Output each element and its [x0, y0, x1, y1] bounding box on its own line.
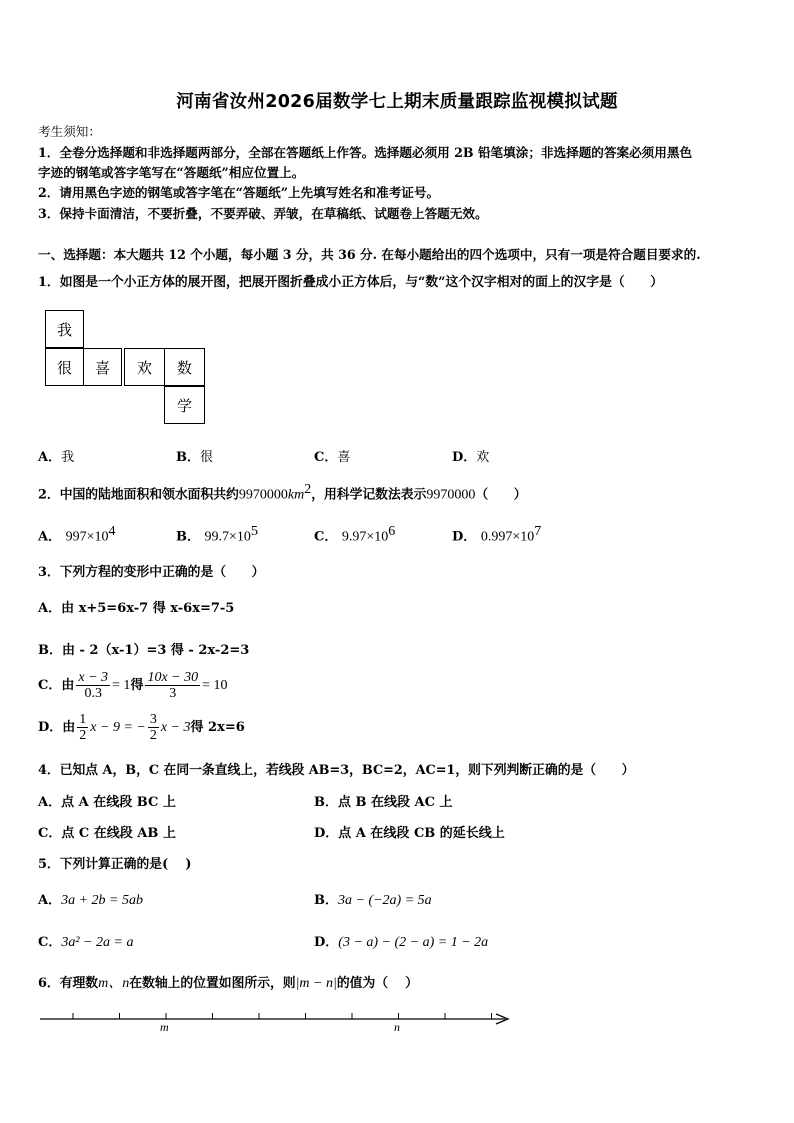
notice-item-1-cont: 字迹的钢笔或答字笔写在“答题纸”相应位置上。: [38, 165, 305, 180]
number: 9970000: [426, 487, 476, 503]
stem-text: 2．中国的陆地面积和领水面积共约: [38, 487, 239, 503]
option-text: 欢: [476, 450, 490, 465]
q1-option-d: [452, 446, 489, 465]
question-1-stem: 1．如图是一个小正方体的展开图，把展开图折叠成小正方体后，与“数”这个汉字相对的面上的汉字是（ ）: [38, 275, 664, 290]
notice-heading: 考生须知：: [38, 124, 101, 139]
page-title: 河南省汝州2026届数学七上期末质量跟踪监视模拟试题: [176, 92, 618, 112]
label-m: m: [160, 1020, 169, 1034]
expr: = 1: [112, 678, 131, 693]
denominator: 3: [169, 686, 177, 701]
stem-text: （ ）: [475, 487, 527, 503]
numerator: 1: [79, 712, 87, 727]
numerator: 3: [149, 712, 157, 727]
option-label: B．: [176, 529, 200, 545]
option-label: C．: [314, 529, 338, 545]
variables: m、n: [98, 976, 130, 991]
question-3-stem: 3．下列方程的变形中正确的是（ ）: [38, 565, 265, 580]
net-cell: 很: [45, 348, 84, 386]
q2-option-b: [176, 524, 258, 545]
q5-option-b: [314, 889, 432, 909]
option-exponent: 7: [534, 524, 542, 539]
denominator: 2: [79, 728, 87, 743]
question-4-stem: 4．已知点 A，B，C 在同一条直线上，若线段 AB=3，BC=2，AC=1，则下列判断正确的是（ ）: [38, 763, 635, 778]
option-text: 很: [200, 450, 214, 465]
question-6-stem: [38, 972, 418, 992]
q2-option-a: [38, 524, 116, 545]
option-text: 喜: [337, 450, 351, 465]
option-expr: (3 − a) − (2 − a) = 1 − 2a: [338, 935, 489, 950]
option-label: D．: [314, 935, 339, 950]
option-expr: 3a + 2b = 5ab: [61, 893, 143, 908]
expr: = 10: [202, 678, 228, 693]
q5-option-c: [38, 931, 133, 951]
numerator: 10x − 30: [147, 670, 199, 685]
option-label: C．: [314, 450, 338, 465]
q5-option-d: [314, 931, 488, 951]
option-label: C．由: [38, 678, 75, 693]
q1-option-c: [314, 446, 350, 465]
number-line-ticks: [73, 1013, 492, 1019]
option-base: 99.7×10: [204, 529, 251, 545]
q1-option-a: [38, 446, 74, 465]
expr: 得 2x=6: [190, 720, 245, 735]
question-5-stem: 5．下列计算正确的是( ): [38, 857, 192, 872]
fraction: [145, 670, 200, 701]
q2-option-c: [314, 524, 395, 545]
abs-expr: |m − n|: [295, 976, 337, 991]
stem-text: ，用科学记数法表示: [311, 487, 427, 503]
option-label: D．: [452, 450, 477, 465]
fraction: [148, 712, 159, 743]
section-heading: 一、选择题：本大题共 12 个小题，每小题 3 分，共 36 分. 在每小题给出的四个选项中，只有一项是符合题目要求的.: [38, 247, 701, 262]
q4-option-c: C．点 C 在线段 AB 上: [38, 826, 176, 841]
q4-option-a: A．点 A 在线段 BC 上: [38, 795, 176, 810]
numerator: x − 3: [78, 670, 109, 685]
option-expr: 3a² − 2a = a: [61, 935, 134, 950]
option-exponent: 5: [250, 524, 258, 539]
net-cell-top: 我: [45, 310, 84, 348]
area-value: 9970000: [238, 487, 288, 503]
word: 得: [130, 678, 144, 693]
fraction: [77, 712, 88, 743]
net-cell: 欢: [124, 348, 165, 386]
unit-exponent: 2: [304, 482, 312, 497]
notice-item-1: 1．全卷分选择题和非选择题两部分，全部在答题纸上作答。选择题必须用 2B 铅笔填涂；非选择题的答案必须用黑色: [38, 145, 693, 160]
option-base: 0.997×10: [480, 529, 535, 545]
option-label: C．: [38, 935, 62, 950]
q3-option-b: B．由 - 2（x-1）=3 得 - 2x-2=3: [38, 643, 250, 658]
q3-option-d: [38, 712, 245, 743]
option-label: D．: [452, 529, 477, 545]
notice-item-3: 3．保持卡面清洁，不要折叠，不要弄破、弄皱，在草稿纸、试题卷上答题无效。: [38, 206, 488, 221]
unit: km: [287, 487, 305, 503]
option-exponent: 6: [388, 524, 396, 539]
q3-option-c: [38, 670, 228, 701]
expr: x − 3: [160, 720, 191, 735]
q5-option-a: [38, 889, 143, 909]
net-cell: 数: [164, 348, 205, 386]
option-base: 997×10: [65, 529, 109, 545]
stem-text: 6．有理数: [38, 976, 99, 991]
option-base: 9.97×10: [341, 529, 389, 545]
option-label: B．: [314, 893, 338, 908]
stem-text: 的值为（ ）: [336, 976, 419, 991]
number-line-figure: [0, 1000, 794, 1050]
option-label: A．: [38, 893, 62, 908]
label-n: n: [394, 1020, 400, 1034]
q2-option-d: [452, 524, 541, 545]
option-label: A．: [38, 529, 62, 545]
option-label: A．: [38, 450, 62, 465]
net-cell: 喜: [83, 348, 122, 386]
net-cell-bottom: 学: [164, 386, 205, 424]
denominator: 0.3: [84, 686, 102, 701]
option-label: B．: [176, 450, 200, 465]
q3-option-a: A．由 x+5=6x-7 得 x-6x=7-5: [38, 601, 235, 616]
notice-item-2: 2．请用黑色字迹的钢笔或答字笔在“答题纸”上先填写姓名和准考证号。: [38, 185, 440, 200]
option-text: 我: [61, 450, 75, 465]
q1-option-b: [176, 446, 213, 465]
q4-option-b: B．点 B 在线段 AC 上: [314, 795, 453, 810]
option-label: D．由: [38, 720, 76, 735]
question-2-stem: [38, 482, 527, 503]
option-expr: 3a − (−2a) = 5a: [338, 893, 432, 908]
stem-text: 在数轴上的位置如图所示，则: [129, 976, 296, 991]
option-exponent: 4: [108, 524, 116, 539]
q4-option-d: D．点 A 在线段 CB 的延长线上: [314, 826, 505, 841]
expr: x − 9 = −: [90, 720, 146, 735]
fraction: [76, 670, 110, 701]
denominator: 2: [149, 728, 157, 743]
